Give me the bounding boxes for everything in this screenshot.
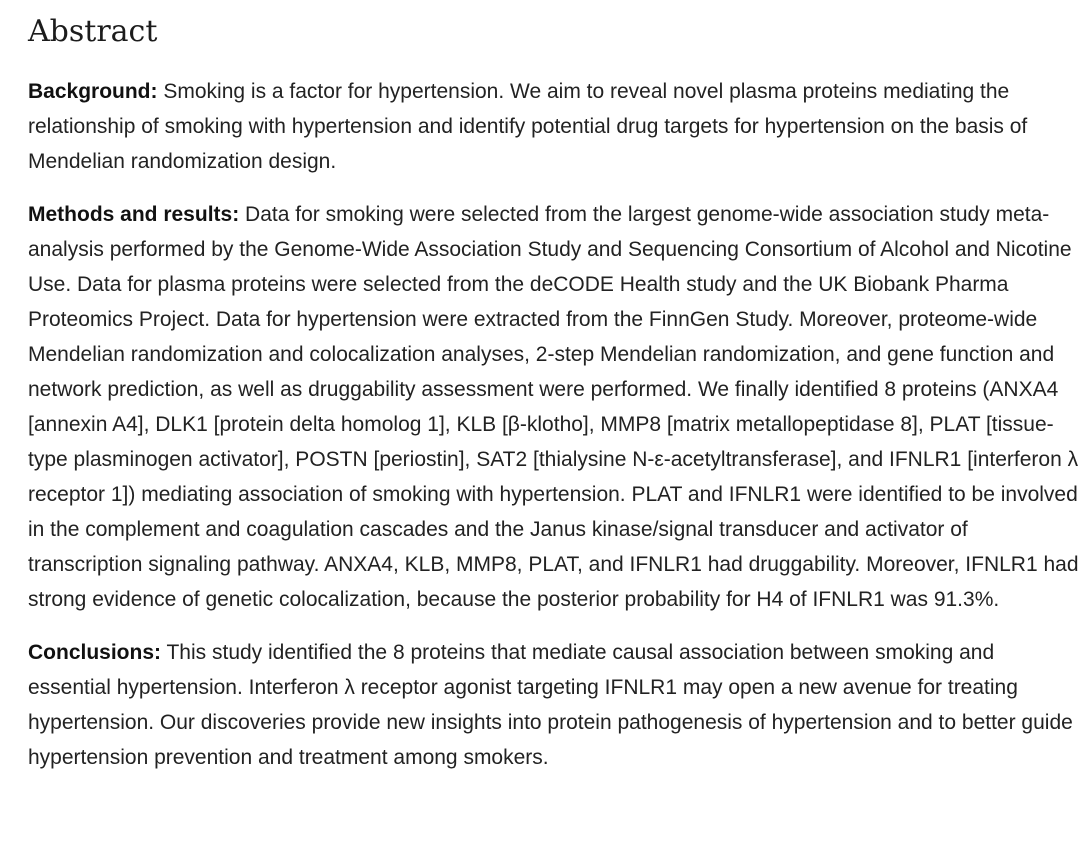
section-heading: Abstract bbox=[28, 14, 158, 49]
background-paragraph bbox=[28, 74, 1080, 179]
conclusions-paragraph bbox=[28, 635, 1080, 775]
methods-results-label: Methods and results: bbox=[28, 203, 240, 226]
methods-results-paragraph bbox=[28, 197, 1080, 617]
background-label: Background: bbox=[28, 80, 158, 103]
background-text: Smoking is a factor for hypertension. We aim to reveal novel plasma proteins mediating the relationship of smoking with hypertension and identify potential drug targets for hypertension on the basis of Mendelian randomization design. bbox=[28, 80, 1028, 173]
conclusions-label: Conclusions: bbox=[28, 641, 162, 664]
conclusions-text: This study identified the 8 proteins that mediate causal association between smoking and essential hypertension. Interferon λ receptor agonist targeting IFNLR1 may open a new avenue for treating hypertension. Our discoveries provide new insights into protein pathogenesis of hypertension and to better guide hypertension prevention and treatment among smokers. bbox=[28, 641, 1073, 769]
abstract-body bbox=[28, 74, 1080, 793]
methods-results-text: Data for smoking were selected from the largest genome-wide association study meta-analysis performed by the Genome-Wide Association Study and Sequencing Consortium of Alcohol and Nicotine Use. Data for plasma proteins were selected from the deCODE Health study and the UK Biobank Pharma Proteomics Project. Data for hypertension were extracted from the FinnGen Study. Moreover, proteome-wide Mendelian randomization and colocalization analyses, 2-step Mendelian randomization, and gene function and network prediction, as well as druggability assessment were performed. We finally identified 8 proteins (ANXA4 [annexin A4], DLK1 [protein delta homolog 1], KLB [β-klotho], MMP8 [matrix metallopeptidase 8], PLAT [tissue-type plasminogen activator], POSTN [periostin], SAT2 [thialysine N-ε-acetyltransferase], and IFNLR1 [interferon λ receptor 1]) mediating association of smoking with hypertension. PLAT and IFNLR1 were identified to be involved in the complement and coagulation cascades and the Janus kinase/signal transducer and activator of transcription signaling pathway. ANXA4, KLB, MMP8, PLAT, and IFNLR1 had druggability. Moreover, IFNLR1 had strong evidence of genetic colocalization, because the posterior probability for H4 of IFNLR1 was 91.3%. bbox=[28, 203, 1079, 611]
